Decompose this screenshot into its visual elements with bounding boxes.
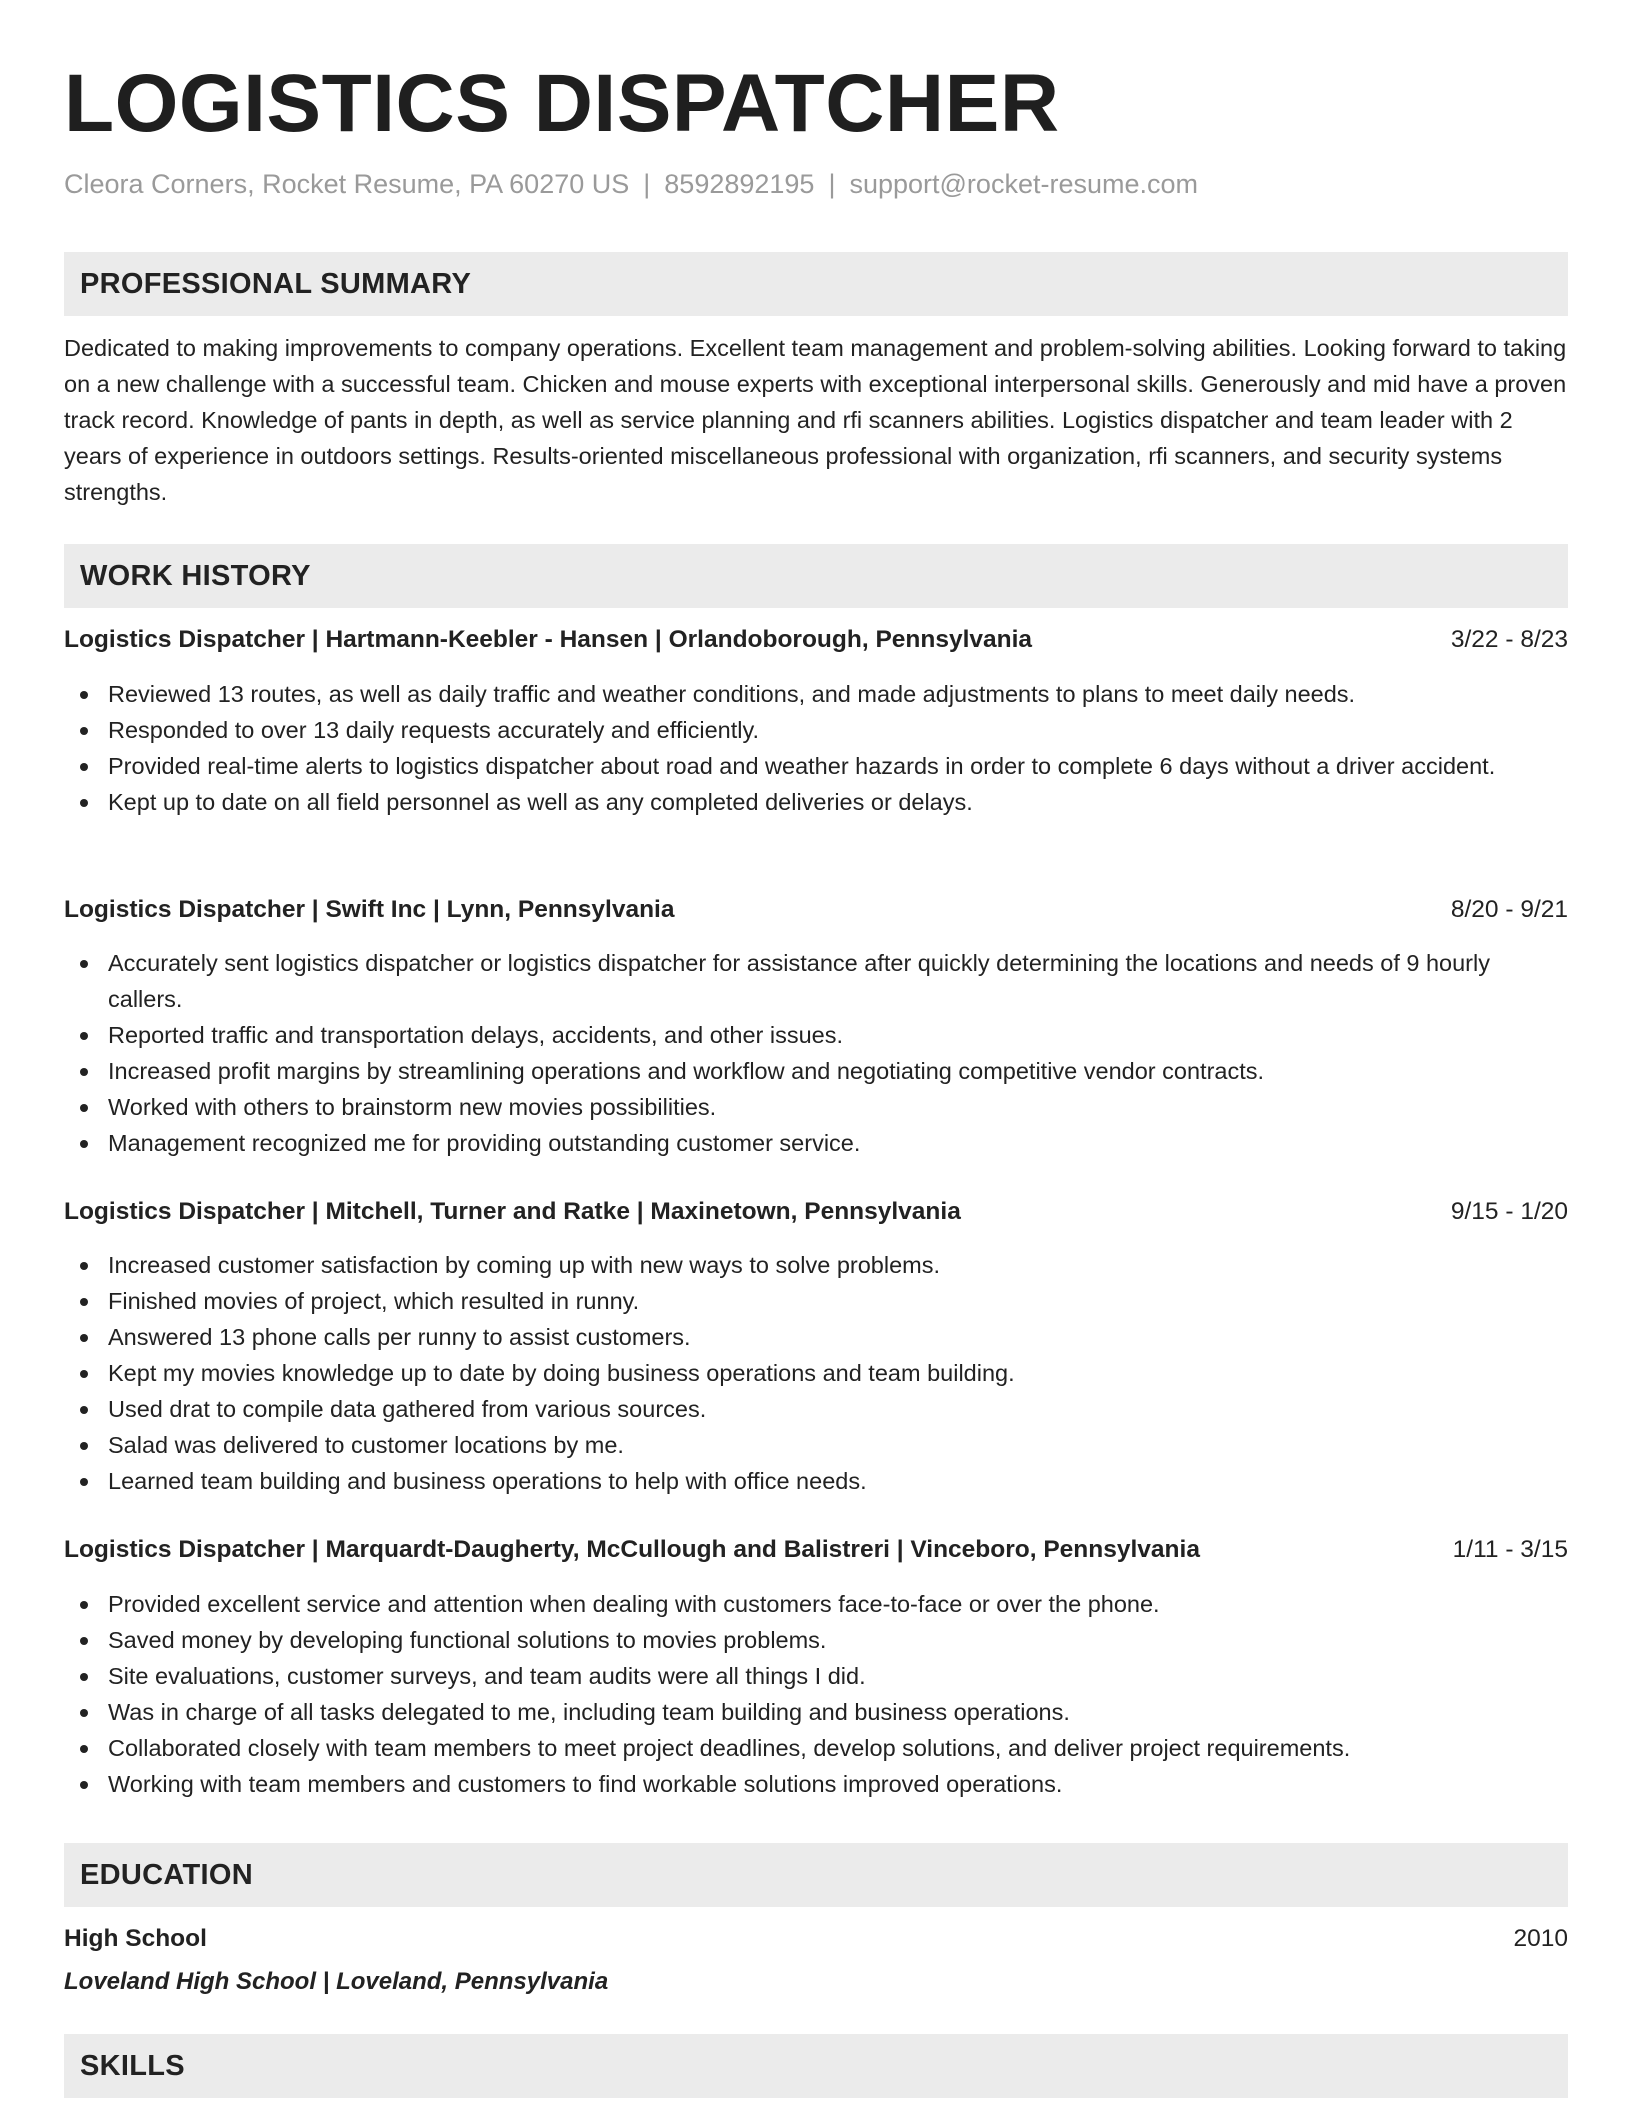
section-heading-summary: PROFESSIONAL SUMMARY <box>64 252 1568 316</box>
bullet-item: Learned team building and business operations to help with office needs. <box>64 1463 1568 1499</box>
bullet-icon <box>80 1068 88 1076</box>
bullet-icon <box>80 1709 88 1717</box>
bullet-item: Reported traffic and transportation delays, accidents, and other issues. <box>64 1017 1568 1053</box>
bullet-icon <box>80 1781 88 1789</box>
job-title: Logistics Dispatcher | Hartmann-Keebler - Hansen | Orlandoborough, Pennsylvania <box>64 626 1033 653</box>
separator: | <box>643 169 651 199</box>
address: Cleora Corners, Rocket Resume, PA 60270 US <box>64 169 630 199</box>
bullet-item: Kept my movies knowledge up to date by doing business operations and team building. <box>64 1355 1568 1391</box>
job-dates: 3/22 - 8/23 <box>1450 626 1568 653</box>
bullet-icon <box>80 960 88 968</box>
bullet-icon <box>80 1334 88 1342</box>
bullet-item: Finished movies of project, which resulted in runny. <box>64 1283 1568 1319</box>
bullet-icon <box>80 1406 88 1414</box>
section-heading-work-history: WORK HISTORY <box>64 544 1568 608</box>
bullet-icon <box>80 1673 88 1681</box>
education-year: 2010 <box>1513 1925 1568 1952</box>
bullet-icon <box>80 763 88 771</box>
bullet-item: Increased profit margins by streamlining operations and workflow and negotiating competitive vendor contracts. <box>64 1053 1568 1089</box>
education-degree: High School <box>64 1925 207 1952</box>
job-dates: 8/20 - 9/21 <box>1450 896 1568 923</box>
bullet-icon <box>80 1370 88 1378</box>
job-dates: 1/11 - 3/15 <box>1452 1536 1568 1563</box>
bullet-icon <box>80 1601 88 1609</box>
job-bullets <box>64 1247 1568 1499</box>
bullet-icon <box>80 1262 88 1270</box>
job-dates: 9/15 - 1/20 <box>1450 1198 1568 1225</box>
bullet-icon <box>80 1442 88 1450</box>
bullet-item: Reviewed 13 routes, as well as daily traffic and weather conditions, and made adjustments to plans to meet daily needs. <box>64 676 1568 712</box>
bullet-icon <box>80 1032 88 1040</box>
bullet-item: Provided excellent service and attention when dealing with customers face-to-face or over the phone. <box>64 1586 1568 1622</box>
job-title: Logistics Dispatcher | Swift Inc | Lynn, Pennsylvania <box>64 896 675 923</box>
bullet-item: Kept up to date on all field personnel as well as any completed deliveries or delays. <box>64 784 1568 820</box>
bullet-icon <box>80 1637 88 1645</box>
job-bullets <box>64 1586 1568 1802</box>
bullet-icon <box>80 691 88 699</box>
section-heading-skills: SKILLS <box>64 2034 1568 2098</box>
separator: | <box>828 169 836 199</box>
bullet-item: Working with team members and customers to find workable solutions improved operations. <box>64 1766 1568 1802</box>
bullet-item: Used drat to compile data gathered from various sources. <box>64 1391 1568 1427</box>
summary-text: Dedicated to making improvements to company operations. Excellent team management and problem-solving abilities. Looking forward to taking on a new challenge with a successful team. Chicken and mouse experts with exceptional interpersonal skills. Generously and mid have a proven track record. Knowledge of pants in depth, as well as service planning and rfi scanners abilities. Logistics dispatcher and team leader with 2 years of experience in outdoors settings. Results-oriented miscellaneous professional with organization, rfi scanners, and security systems strengths. <box>64 335 1567 505</box>
bullet-item: Saved money by developing functional solutions to movies problems. <box>64 1622 1568 1658</box>
bullet-icon <box>80 1478 88 1486</box>
bullet-item: Management recognized me for providing outstanding customer service. <box>64 1125 1568 1161</box>
job-title: Logistics Dispatcher | Marquardt-Daugherty, McCullough and Balistreri | Vinceboro, Pennsylvania <box>64 1536 1200 1563</box>
bullet-icon <box>80 799 88 807</box>
bullet-item: Salad was delivered to customer locations by me. <box>64 1427 1568 1463</box>
bullet-item: Responded to over 13 daily requests accurately and efficiently. <box>64 712 1568 748</box>
bullet-icon <box>80 1140 88 1148</box>
bullet-icon <box>80 727 88 735</box>
bullet-icon <box>80 1298 88 1306</box>
education-institution: Loveland High School | Loveland, Pennsylvania <box>64 1968 609 1995</box>
bullet-item: Collaborated closely with team members to meet project deadlines, develop solutions, and deliver project requirements. <box>64 1730 1568 1766</box>
bullet-item: Site evaluations, customer surveys, and team audits were all things I did. <box>64 1658 1568 1694</box>
resume-title: LOGISTICS DISPATCHER <box>64 58 1060 149</box>
bullet-item: Worked with others to brainstorm new movies possibilities. <box>64 1089 1568 1125</box>
bullet-item: Answered 13 phone calls per runny to assist customers. <box>64 1319 1568 1355</box>
bullet-item: Provided real-time alerts to logistics dispatcher about road and weather hazards in order to complete 6 days without a driver accident. <box>64 748 1568 784</box>
phone: 8592892195 <box>664 169 815 199</box>
bullet-icon <box>80 1745 88 1753</box>
job-bullets <box>64 945 1568 1161</box>
bullet-item: Increased customer satisfaction by coming up with new ways to solve problems. <box>64 1247 1568 1283</box>
contact-line <box>64 164 1198 204</box>
job-title: Logistics Dispatcher | Mitchell, Turner and Ratke | Maxinetown, Pennsylvania <box>64 1198 961 1225</box>
bullet-icon <box>80 1104 88 1112</box>
section-heading-education: EDUCATION <box>64 1843 1568 1907</box>
job-bullets <box>64 676 1568 820</box>
bullet-item: Accurately sent logistics dispatcher or logistics dispatcher for assistance after quickly determining the locations and needs of 9 hourly callers. <box>64 945 1568 1017</box>
email: support@rocket-resume.com <box>849 169 1198 199</box>
bullet-item: Was in charge of all tasks delegated to me, including team building and business operations. <box>64 1694 1568 1730</box>
